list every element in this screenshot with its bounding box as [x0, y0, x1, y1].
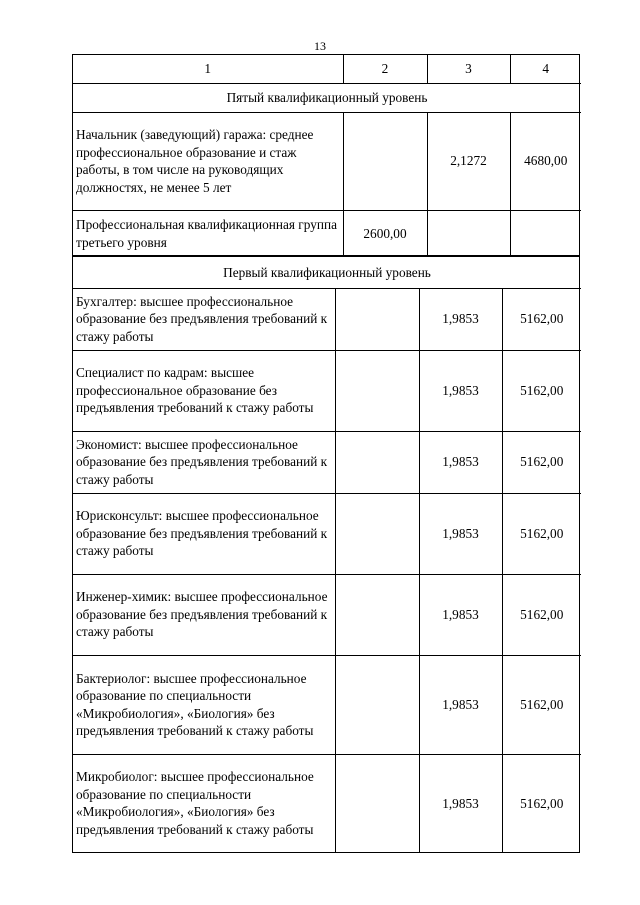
position-name: Начальник (заведующий) гаража: среднее профессиональное образование и стаж работы, в том числе на руководящих должностях, не менее 5 лет	[73, 112, 343, 210]
coefficient: 1,9853	[419, 350, 502, 431]
section-header-row	[73, 83, 581, 112]
base-salary	[335, 493, 419, 574]
salary-table-lower	[72, 256, 580, 853]
base-salary	[335, 754, 419, 852]
base-salary	[335, 574, 419, 655]
salary: 5162,00	[502, 493, 581, 574]
position-name: Инженер-химик: высшее профессиональное образование без предъявления требований к стажу работы	[73, 574, 335, 655]
position-name: Юрисконсульт: высшее профессиональное образование без предъявления требований к стажу работы	[73, 493, 335, 574]
header-col-3: 3	[427, 55, 510, 83]
coefficient: 1,9853	[419, 493, 502, 574]
base-salary	[335, 288, 419, 350]
salary	[510, 210, 581, 257]
position-name: Специалист по кадрам: высшее профессиональное образование без предъявления требований к стажу работы	[73, 350, 335, 431]
salary: 5162,00	[502, 655, 581, 754]
header-col-1: 1	[73, 55, 343, 83]
base-salary	[343, 112, 427, 210]
salary: 4680,00	[510, 112, 581, 210]
header-col-4: 4	[510, 55, 581, 83]
table-row	[73, 574, 581, 655]
table-row	[73, 493, 581, 574]
header-col-2: 2	[343, 55, 427, 83]
salary: 5162,00	[502, 431, 581, 493]
salary: 5162,00	[502, 574, 581, 655]
coefficient	[427, 210, 510, 257]
base-salary	[335, 431, 419, 493]
base-salary	[335, 350, 419, 431]
salary-table-upper	[72, 54, 580, 256]
table-row	[73, 350, 581, 431]
table-row	[73, 431, 581, 493]
table-header-row	[73, 55, 581, 83]
position-name: Экономист: высшее профессиональное образование без предъявления требований к стажу работы	[73, 431, 335, 493]
coefficient: 1,9853	[419, 288, 502, 350]
position-name: Микробиолог: высшее профессиональное образование по специальности «Микробиология», «Биология» без предъявления требований к стажу работы	[73, 754, 335, 852]
coefficient: 1,9853	[419, 574, 502, 655]
section-header-row	[73, 257, 581, 288]
section-title-level1: Первый квалификационный уровень	[73, 257, 581, 288]
table-row	[73, 210, 581, 257]
position-name: Бактериолог: высшее профессиональное образование по специальности «Микробиология», «Биология» без предъявления требований к стажу работы	[73, 655, 335, 754]
base-salary: 2600,00	[343, 210, 427, 257]
table-row	[73, 112, 581, 210]
salary: 5162,00	[502, 350, 581, 431]
coefficient: 2,1272	[427, 112, 510, 210]
coefficient: 1,9853	[419, 655, 502, 754]
position-name: Бухгалтер: высшее профессиональное образование без предъявления требований к стажу работы	[73, 288, 335, 350]
salary: 5162,00	[502, 288, 581, 350]
salary: 5162,00	[502, 754, 581, 852]
coefficient: 1,9853	[419, 754, 502, 852]
coefficient: 1,9853	[419, 431, 502, 493]
table-row	[73, 288, 581, 350]
table-row	[73, 754, 581, 852]
group-name: Профессиональная квалификационная группа третьего уровня	[73, 210, 343, 257]
page-number: 13	[314, 39, 326, 53]
base-salary	[335, 655, 419, 754]
table-row	[73, 655, 581, 754]
section-title-level5: Пятый квалификационный уровень	[73, 83, 581, 112]
